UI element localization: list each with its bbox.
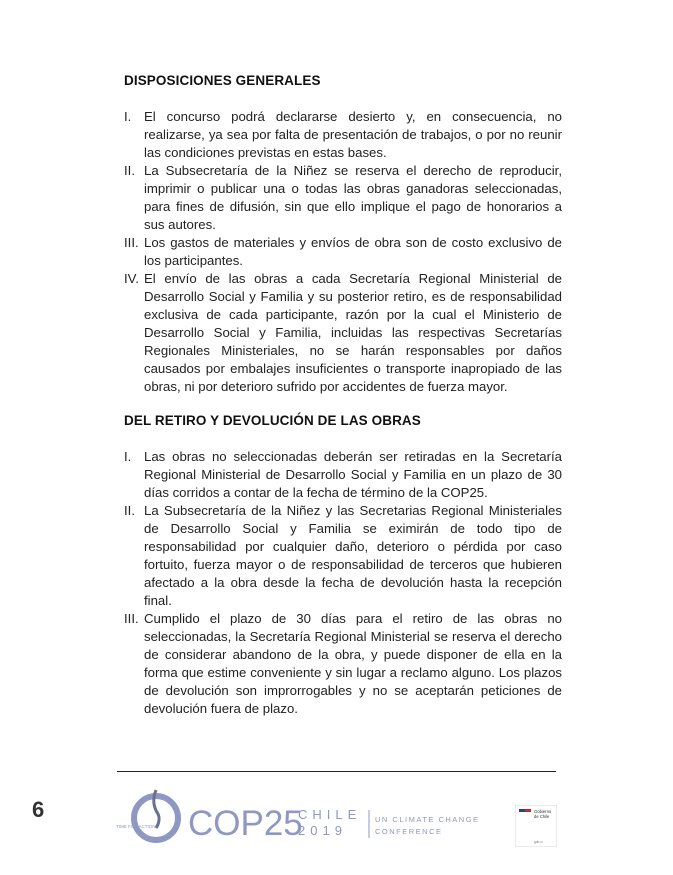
logo-line-2: CONFERENCE xyxy=(375,827,443,836)
flag-blue-icon xyxy=(519,809,525,812)
item-number: IV. xyxy=(124,271,139,286)
item-number: I. xyxy=(124,449,132,464)
retiro-list xyxy=(124,448,562,718)
item-text: El concurso podrá declararse desierto y, en consecuencia, no realizarse, ya sea por falta de presentación de trabajos, o por no reunir las condiciones previstas en estas bases. xyxy=(144,109,562,160)
flag-red-icon xyxy=(525,809,531,812)
item-text: La Subsecretaría de la Niñez se reserva el derecho de reproducir, imprimir o publicar una o todas las obras ganadoras seleccionadas, para fines de difusión, sin que ello implique el pago de honorarios a sus autores. xyxy=(144,163,562,232)
item-text: Las obras no seleccionadas deberán ser retiradas en la Secretaría Regional Ministerial de Desarrollo Social y Familia en un plazo de 30 días corridos a contar de la fecha de término de la COP25. xyxy=(144,449,562,500)
item-text: La Subsecretaría de la Niñez y las Secretarias Regional Ministeriales de Desarrollo Social y Familia se eximirán de todo tipo de responsabilidad por cualquier daño, deterioro o pérdida por caso fortuito, fuerza mayor o de responsabilidad de terceros que hubieren afectado a la obra desde la fecha de devolución hasta la recepción final. xyxy=(144,503,562,608)
gov-line-2: de Chile xyxy=(534,814,550,819)
gov-small: gob.cl xyxy=(534,840,543,844)
item-text: Los gastos de materiales y envíos de obra son de costo exclusivo de los participantes. xyxy=(144,235,562,268)
logo-country: CHILE xyxy=(298,807,362,822)
cop25-logo xyxy=(112,786,492,848)
list-item xyxy=(124,502,562,610)
list-item xyxy=(124,234,562,270)
list-item xyxy=(124,270,562,396)
logo-main: COP25 xyxy=(188,804,303,843)
list-item xyxy=(124,610,562,718)
list-item xyxy=(124,162,562,234)
list-item xyxy=(124,448,562,502)
footer-divider xyxy=(117,771,556,772)
gobierno-de-chile-logo xyxy=(515,805,557,847)
disposiciones-list xyxy=(124,108,562,396)
item-number: I. xyxy=(124,109,132,124)
item-number: III. xyxy=(124,611,139,626)
logo-tagline: TIME FOR ACTION xyxy=(116,824,156,829)
logo-line-1: UN CLIMATE CHANGE xyxy=(375,815,480,824)
page-number: 6 xyxy=(32,797,45,822)
item-number: II. xyxy=(124,503,135,518)
list-item xyxy=(124,108,562,162)
logo-year: 2019 xyxy=(298,823,347,838)
gov-line-1: Gobierno xyxy=(534,809,552,814)
section-title-disposiciones: DISPOSICIONES GENERALES xyxy=(124,73,321,88)
item-text: Cumplido el plazo de 30 días para el retiro de las obras no seleccionadas, la Secretaría Regional Ministerial se reserva el derecho de considerar abandono de la obra, y puede disponer de ella en la forma que estime conveniente y sin lugar a reclamo alguno. Los plazos de devolución son improrrogables y no se aceptarán peticiones de devolución fuera de plazo. xyxy=(144,611,562,716)
item-text: El envío de las obras a cada Secretaría Regional Ministerial de Desarrollo Social y Familia y su posterior retiro, es de responsabilidad exclusiva de cada participante, razón por la cual el Ministerio de Desarrollo Social y Familia, incluidas las respectivas Secretarías Regionales Ministeriales, no se harán responsables por daños causados por embalajes insuficientes o transporte inapropiado de las obras, ni por deterioro sufrido por accidentes de fuerza mayor. xyxy=(144,271,562,394)
item-number: II. xyxy=(124,163,135,178)
cop25-ring-icon xyxy=(134,796,178,840)
item-number: III. xyxy=(124,235,139,250)
section-title-retiro: DEL RETIRO Y DEVOLUCIÓN DE LAS OBRAS xyxy=(124,413,421,428)
